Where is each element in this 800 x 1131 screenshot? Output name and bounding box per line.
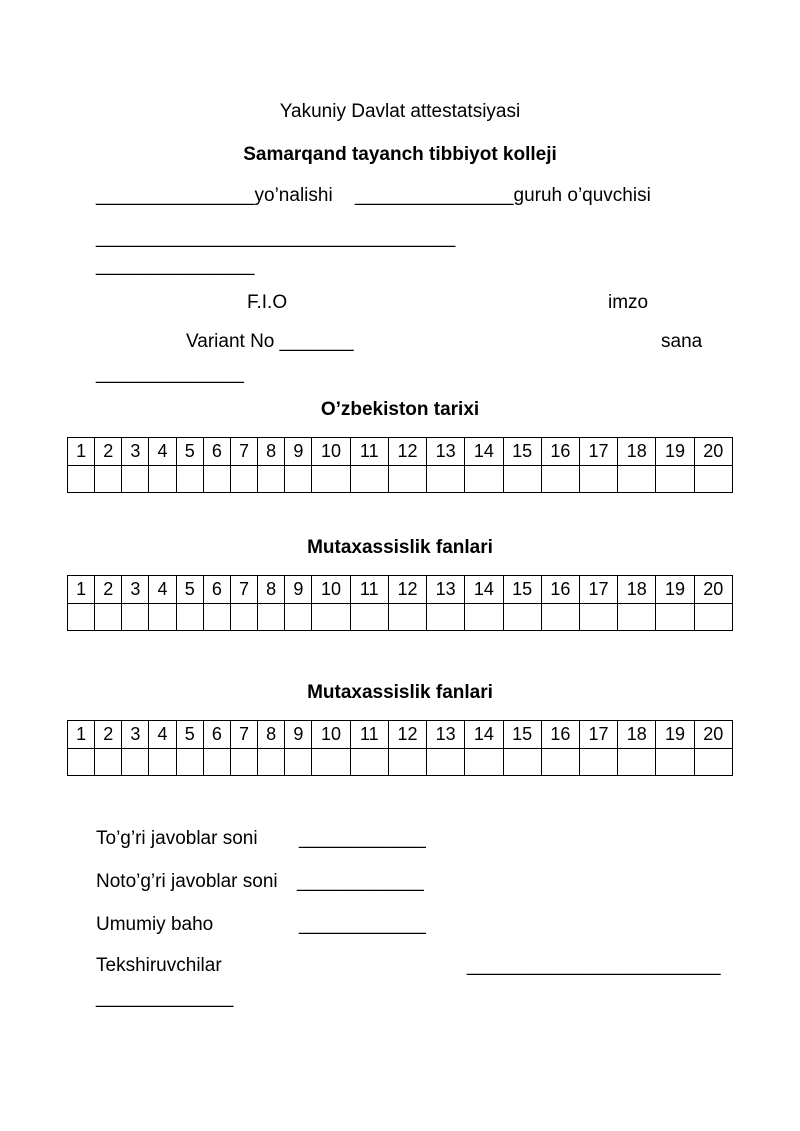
question-number-row: [68, 721, 733, 749]
answer-cell[interactable]: [312, 604, 350, 631]
answer-cell[interactable]: [656, 749, 694, 776]
question-number-cell: 14: [465, 721, 503, 749]
checkers-blank-2[interactable]: _____________: [96, 987, 234, 1008]
question-number-cell: 13: [427, 438, 465, 466]
question-number-cell: 2: [95, 721, 122, 749]
question-number-cell: 14: [465, 438, 503, 466]
question-number-cell: 2: [95, 438, 122, 466]
answer-cell[interactable]: [285, 604, 312, 631]
answer-cell[interactable]: [230, 466, 257, 493]
total-grade-label: Umumiy baho: [96, 914, 214, 935]
correct-answers-label: To’g’ri javoblar soni: [96, 828, 258, 849]
question-number-cell: 17: [579, 438, 617, 466]
answer-cell[interactable]: [203, 749, 230, 776]
answer-grid-specialty-1: [67, 575, 733, 631]
question-number-cell: 12: [388, 576, 426, 604]
answer-cell[interactable]: [258, 749, 285, 776]
question-number-cell: 17: [579, 721, 617, 749]
answer-cell[interactable]: [149, 466, 176, 493]
question-number-cell: 1: [68, 438, 95, 466]
question-number-cell: 8: [258, 721, 285, 749]
question-number-cell: 19: [656, 721, 694, 749]
direction-label: yo’nalishi: [254, 185, 333, 206]
total-grade-blank[interactable]: ____________: [299, 914, 426, 935]
answer-cell[interactable]: [541, 466, 579, 493]
question-number-cell: 8: [258, 576, 285, 604]
answer-cell[interactable]: [230, 749, 257, 776]
variant-field: [186, 330, 354, 354]
question-number-cell: 15: [503, 576, 541, 604]
answer-cell[interactable]: [618, 749, 656, 776]
question-number-cell: 20: [694, 721, 732, 749]
question-number-cell: 4: [149, 721, 176, 749]
answer-cell[interactable]: [656, 604, 694, 631]
section-title-specialty-2: Mutaxassislik fanlari: [307, 682, 493, 703]
answer-cell[interactable]: [312, 466, 350, 493]
answer-cell[interactable]: [541, 604, 579, 631]
name-line-2[interactable]: _______________: [96, 255, 255, 276]
question-number-cell: 18: [618, 438, 656, 466]
group-field: [355, 184, 651, 208]
answer-cell[interactable]: [203, 604, 230, 631]
answer-cell[interactable]: [95, 749, 122, 776]
answer-cell[interactable]: [503, 466, 541, 493]
answer-cell[interactable]: [350, 749, 388, 776]
document-title: Yakuniy Davlat attestatsiyasi: [279, 101, 521, 122]
answer-cell[interactable]: [427, 466, 465, 493]
answer-cell[interactable]: [122, 749, 149, 776]
answer-cell[interactable]: [388, 466, 426, 493]
answer-cell[interactable]: [68, 749, 95, 776]
answer-cell[interactable]: [579, 749, 617, 776]
direction-field: [96, 184, 333, 208]
question-number-cell: 10: [312, 721, 350, 749]
answer-cell[interactable]: [388, 749, 426, 776]
answer-grid-specialty-2: [67, 720, 733, 776]
answer-cell[interactable]: [503, 749, 541, 776]
answer-cell[interactable]: [149, 749, 176, 776]
question-number-cell: 3: [122, 438, 149, 466]
question-number-row: [68, 576, 733, 604]
correct-answers-blank[interactable]: ____________: [299, 828, 426, 849]
answer-grid-history: [67, 437, 733, 493]
direction-blank[interactable]: _______________: [96, 185, 255, 206]
answer-cell[interactable]: [122, 466, 149, 493]
question-number-cell: 10: [312, 576, 350, 604]
answer-cell[interactable]: [285, 749, 312, 776]
answer-cell[interactable]: [465, 604, 503, 631]
question-number-cell: 19: [656, 438, 694, 466]
answer-cell[interactable]: [230, 604, 257, 631]
answer-cell[interactable]: [694, 749, 732, 776]
question-number-cell: 1: [68, 576, 95, 604]
question-number-cell: 18: [618, 576, 656, 604]
answer-cell[interactable]: [694, 604, 732, 631]
question-number-cell: 2: [95, 576, 122, 604]
answer-row: [68, 604, 733, 631]
variant-label: Variant No: [186, 331, 275, 352]
signature-label: imzo: [608, 292, 649, 313]
question-number-cell: 5: [176, 721, 203, 749]
question-number-cell: 3: [122, 721, 149, 749]
question-number-cell: 9: [285, 576, 312, 604]
question-number-cell: 13: [427, 721, 465, 749]
fio-label: F.I.O: [247, 292, 288, 313]
question-number-cell: 20: [694, 438, 732, 466]
answer-cell[interactable]: [95, 466, 122, 493]
answer-cell[interactable]: [258, 604, 285, 631]
question-number-cell: 18: [618, 721, 656, 749]
answer-cell[interactable]: [68, 604, 95, 631]
answer-cell[interactable]: [68, 466, 95, 493]
answer-cell[interactable]: [618, 466, 656, 493]
checkers-blank-1[interactable]: ________________________: [467, 955, 721, 976]
variant-blank[interactable]: _______: [274, 331, 354, 352]
answer-cell[interactable]: [694, 466, 732, 493]
question-number-cell: 10: [312, 438, 350, 466]
answer-cell[interactable]: [203, 466, 230, 493]
question-number-cell: 4: [149, 576, 176, 604]
answer-cell[interactable]: [176, 466, 203, 493]
question-number-cell: 16: [541, 576, 579, 604]
question-number-cell: 5: [176, 438, 203, 466]
question-number-cell: 15: [503, 438, 541, 466]
question-number-cell: 1: [68, 721, 95, 749]
answer-row: [68, 466, 733, 493]
answer-cell[interactable]: [541, 749, 579, 776]
answer-cell[interactable]: [618, 604, 656, 631]
answer-cell[interactable]: [176, 749, 203, 776]
answer-cell[interactable]: [465, 466, 503, 493]
question-number-cell: 6: [203, 438, 230, 466]
question-number-cell: 14: [465, 576, 503, 604]
question-number-cell: 9: [285, 721, 312, 749]
question-number-cell: 17: [579, 576, 617, 604]
question-number-cell: 11: [350, 438, 388, 466]
question-number-cell: 3: [122, 576, 149, 604]
group-label: guruh o’quvchisi: [513, 185, 651, 206]
question-number-cell: 7: [230, 438, 257, 466]
question-number-cell: 11: [350, 576, 388, 604]
answer-cell[interactable]: [388, 604, 426, 631]
question-number-cell: 11: [350, 721, 388, 749]
question-number-row: [68, 438, 733, 466]
question-number-cell: 9: [285, 438, 312, 466]
question-number-cell: 12: [388, 438, 426, 466]
answer-cell[interactable]: [579, 466, 617, 493]
question-number-cell: 15: [503, 721, 541, 749]
answer-cell[interactable]: [285, 466, 312, 493]
answer-cell[interactable]: [350, 466, 388, 493]
group-blank[interactable]: _______________: [355, 185, 514, 206]
section-title-history: O’zbekiston tarixi: [320, 399, 480, 420]
question-number-cell: 12: [388, 721, 426, 749]
incorrect-answers-blank[interactable]: ____________: [297, 871, 424, 892]
question-number-cell: 20: [694, 576, 732, 604]
answer-cell[interactable]: [176, 604, 203, 631]
checkers-label: Tekshiruvchilar: [96, 955, 222, 976]
question-number-cell: 4: [149, 438, 176, 466]
incorrect-answers-label: Noto’g’ri javoblar soni: [96, 871, 278, 892]
answer-cell[interactable]: [350, 604, 388, 631]
answer-cell[interactable]: [465, 749, 503, 776]
question-number-cell: 13: [427, 576, 465, 604]
answer-cell[interactable]: [656, 466, 694, 493]
question-number-cell: 6: [203, 721, 230, 749]
answer-cell[interactable]: [427, 604, 465, 631]
question-number-cell: 8: [258, 438, 285, 466]
answer-cell[interactable]: [427, 749, 465, 776]
answer-cell[interactable]: [258, 466, 285, 493]
answer-cell[interactable]: [312, 749, 350, 776]
question-number-cell: 5: [176, 576, 203, 604]
question-number-cell: 16: [541, 438, 579, 466]
name-line-1[interactable]: __________________________________: [96, 227, 456, 248]
question-number-cell: 16: [541, 721, 579, 749]
answer-cell[interactable]: [579, 604, 617, 631]
section-title-specialty-1: Mutaxassislik fanlari: [307, 537, 493, 558]
question-number-cell: 19: [656, 576, 694, 604]
answer-cell[interactable]: [503, 604, 541, 631]
institution-name: Samarqand tayanch tibbiyot kolleji: [243, 144, 557, 165]
date-label: sana: [661, 331, 703, 352]
answer-cell[interactable]: [122, 604, 149, 631]
question-number-cell: 7: [230, 721, 257, 749]
question-number-cell: 7: [230, 576, 257, 604]
answer-row: [68, 749, 733, 776]
answer-cell[interactable]: [149, 604, 176, 631]
question-number-cell: 6: [203, 576, 230, 604]
date-blank[interactable]: ______________: [96, 363, 244, 384]
answer-cell[interactable]: [95, 604, 122, 631]
